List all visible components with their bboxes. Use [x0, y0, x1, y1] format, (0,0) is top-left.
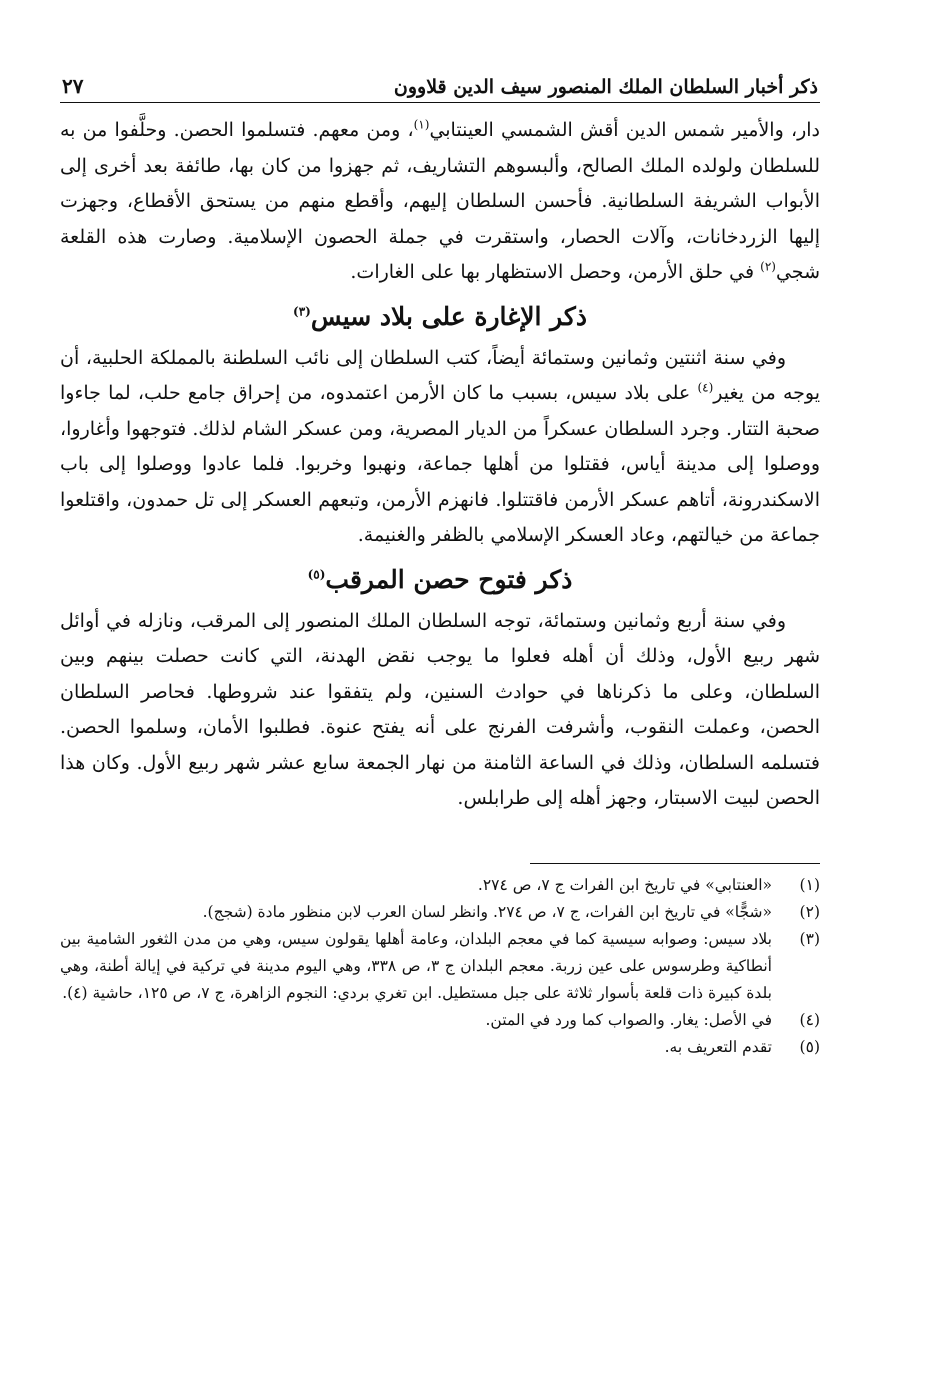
footnote-text: «شجًّا» في تاريخ ابن الفرات، ج ٧، ص ٢٧٤. وانظر لسان العرب لابن منظور مادة (شجج).	[202, 902, 772, 921]
footnote-ref-4: (٤)	[697, 380, 714, 395]
footnote-number: (٢)	[799, 902, 820, 921]
footnote-item	[60, 926, 820, 1007]
book-page	[60, 58, 820, 1061]
footnote-item	[60, 872, 820, 899]
footnote-item	[60, 1034, 820, 1061]
footnote-item	[60, 899, 820, 926]
para1-text-a: دار، والأمير شمس الدين أقش الشمسي العينتابي	[429, 119, 820, 141]
footnote-ref-3: (٣)	[293, 304, 311, 319]
paragraph-sis-raid	[60, 341, 820, 554]
para2-text-b: على بلاد سيس، بسبب ما كان الأرمن اعتمدوه، من إحراق جامع حلب، لما جاءوا صحبة التتار. وجرد السلطان عسكراً من الديار المصرية، ومن عسكر الشام لذلك. فتوجهوا وأغاروا، ووصلوا إلى مدينة أياس، فقتلوا من أهلها جماعة، ونهبوا وخربوا. فلما عادوا ووصلوا إلى باب الاسكندرونة، أتاهم عسكر الأرمن فاقتتلوا. فانهزم الأرمن، وتبعهم العسكر إلى تل حمدون، واقتلعوا جماعة من خيالتهم، وعاد العسكر الإسلامي بالظفر والغنيمة.	[60, 382, 820, 546]
para1-text-c: في حلق الأرمن، وحصل الاستظهار بها على الغارات.	[350, 261, 761, 283]
footnote-number: (٤)	[799, 1010, 820, 1029]
footnote-number: (٥)	[799, 1037, 820, 1056]
heading2-text: ذكر فتوح حصن المرقب	[325, 564, 573, 594]
paragraph-marqab-conquest: وفي سنة أربع وثمانين وستمائة، توجه السلطان الملك المنصور إلى المرقب، ونازله في أوائل شهر ربيع الأول، وذلك أن أهله فعلوا ما يوجب نقض الهدنة، التي كانت حصلت بينهم وبين السلطان، وعلى ما ذكرناها في حوادث السنين، ولم يتفقوا عند شروطها. فحاصر السلطان الحصن، وعملت النقوب، وأشرفت الفرنج على أنه يفتح عنوة. فطلبوا الأمان، وسلموا الحصن. فتسلمه السلطان، وذلك في الساعة الثامنة من نهار الجمعة سابع عشر شهر ربيع الأول. وكان هذا الحصن لبيت الاسبتار، وجهز أهله إلى طرابلس.	[60, 609, 820, 809]
paragraph-conquest-aftermath	[60, 113, 820, 291]
para1-text-b: ، ومن معهم. فتسلموا الحصن. وحلَّفوا من به للسلطان ولولده الملك الصالح، وألبسوهم التشاريف، ثم جهزوا من كان بها، طائفة بعد أخرى إلى الأبواب الشريفة السلطانية. فأحسن السلطان إليهم، وأقطع منهم من يستحق الأقطاع، وجهزت إليها الزردخانات، وآلات الحصار، واستقرت في جملة الحصون الإسلامية. وصارت هذه القلعة شجي	[60, 119, 820, 283]
running-header	[60, 58, 820, 103]
section-heading-marqab	[60, 560, 820, 600]
footnote-ref-2: (٢)	[760, 259, 776, 274]
footnote-ref-1: (١)	[413, 117, 430, 132]
footnote-text: في الأصل: يغار. والصواب كما ورد في المتن.	[485, 1010, 772, 1029]
section-heading-sis-raid	[60, 297, 820, 337]
page-number: ٢٧	[62, 74, 84, 98]
running-title: ذكر أخبار السلطان الملك المنصور سيف الدين قلاوون	[393, 76, 818, 98]
footnotes-list	[60, 872, 820, 1061]
footnote-ref-5: (٥)	[307, 567, 326, 582]
footnote-number: (١)	[799, 875, 820, 894]
footnote-number: (٣)	[799, 929, 820, 948]
footnote-divider	[530, 863, 820, 864]
footnote-text: تقدم التعريف به.	[664, 1037, 772, 1056]
footnote-item	[60, 1007, 820, 1034]
footnote-text: بلاد سيس: وصوابه سيسية كما في معجم البلدان، وعامة أهلها يقولون سيس، وهي من مدن الثغور الشامية بين أنطاكية وطرسوس على عين زربة. معجم البلدان ج ٣، ص ٣٣٨، وهي اليوم مدينة في تركية في إيالة أطنة، وهي بلدة كبيرة ذات قلعة بأسوار ثلاثة على جبل مستطيل. ابن تغري بردي: النجوم الزاهرة، ج ٧، ص ١٢٥، حاشية (٤).	[60, 929, 772, 1002]
footnote-text: «العنتابي» في تاريخ ابن الفرات ج ٧، ص ٢٧٤.	[477, 875, 772, 894]
para2-text-a: وفي سنة اثنتين وثمانين وستمائة أيضاً، كتب السلطان إلى نائب السلطنة بالمملكة الحلبية، أن يوجه من يغير	[60, 346, 820, 404]
heading1-text: ذكر الإغارة على بلاد سيس	[310, 301, 587, 331]
